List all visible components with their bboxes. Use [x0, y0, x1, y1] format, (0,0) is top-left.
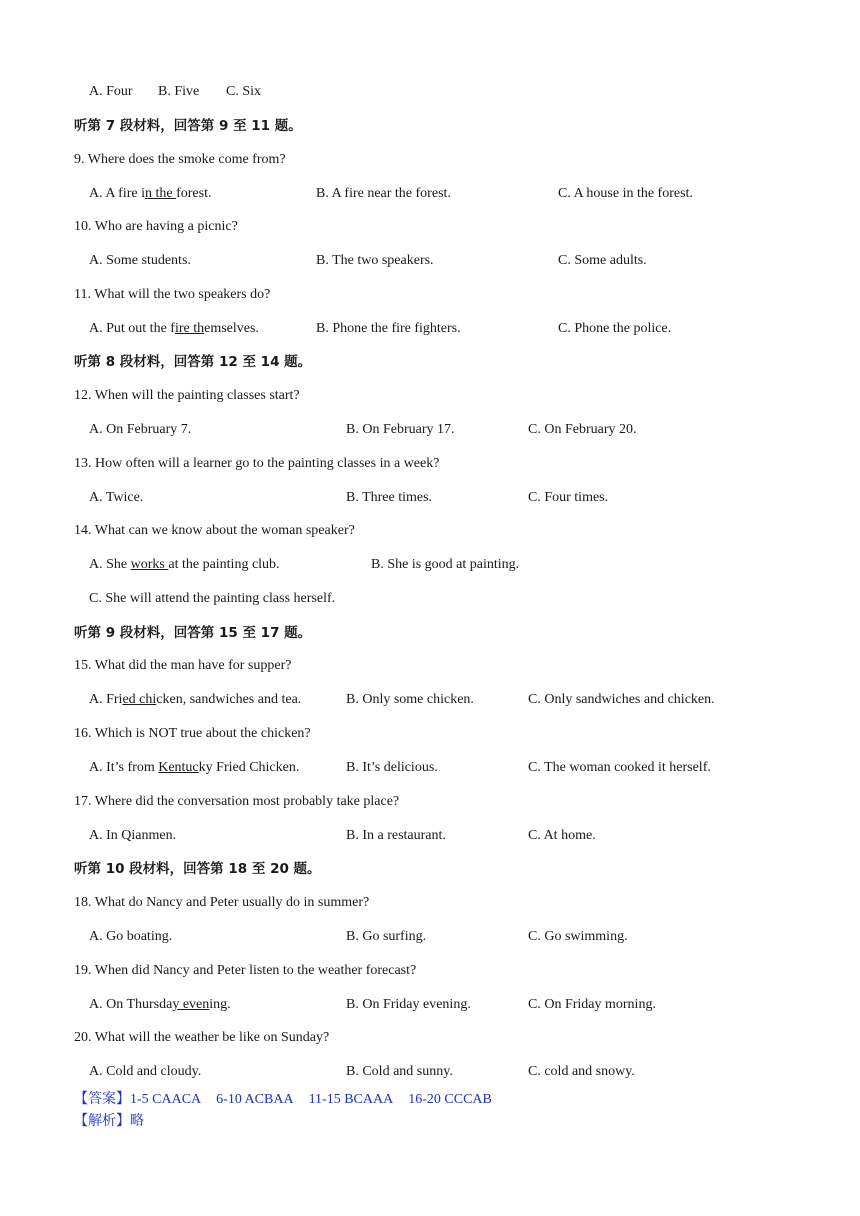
- q20-option-b: B. Cold and sunny.: [346, 1064, 453, 1079]
- section-heading-7: 听第 7 段材料，回答第 9 至 11 题。: [74, 118, 302, 134]
- q9-option-b: B. A fire near the forest.: [316, 186, 451, 201]
- q11-option-b: B. Phone the fire fighters.: [316, 321, 461, 336]
- question-20: 20. What will the weather be like on Sunday?: [74, 1030, 330, 1045]
- question-16: 16. Which is NOT true about the chicken?: [74, 726, 311, 741]
- q20-option-c: C. cold and snowy.: [528, 1064, 635, 1079]
- q19-option-a: A. On Thursday evening.: [89, 997, 231, 1012]
- q15-option-c: C. Only sandwiches and chicken.: [528, 692, 715, 707]
- q13-option-c: C. Four times.: [528, 490, 609, 505]
- q19-option-c: C. On Friday morning.: [528, 997, 656, 1012]
- q17-option-c: C. At home.: [528, 828, 596, 843]
- analysis-text: 略: [130, 1114, 144, 1129]
- q18-option-b: B. Go surfing.: [346, 929, 427, 944]
- q10-option-c: C. Some adults.: [558, 253, 647, 268]
- q18-option-c: C. Go swimming.: [528, 929, 628, 944]
- question-19: 19. When did Nancy and Peter listen to the weather forecast?: [74, 963, 417, 978]
- q12-option-c: C. On February 20.: [528, 422, 637, 437]
- question-13: 13. How often will a learner go to the painting classes in a week?: [74, 456, 440, 471]
- q16-option-b: B. It’s delicious.: [346, 760, 438, 775]
- answer-label: 【答案】: [74, 1092, 130, 1107]
- q11-option-c: C. Phone the police.: [558, 321, 672, 336]
- question-17: 17. Where did the conversation most probably take place?: [74, 794, 400, 809]
- question-14: 14. What can we know about the woman speaker?: [74, 523, 355, 538]
- analysis-label: 【解析】: [74, 1114, 130, 1129]
- question-18: 18. What do Nancy and Peter usually do in summer?: [74, 895, 370, 910]
- q19-option-b: B. On Friday evening.: [346, 997, 471, 1012]
- section-heading-10: 听第 10 段材料，回答第 18 至 20 题。: [74, 861, 321, 877]
- q15-option-a: A. Fried chicken, sandwiches and tea.: [89, 692, 302, 707]
- q8-option-a: A. Four: [89, 84, 133, 99]
- q10-option-a: A. Some students.: [89, 253, 191, 268]
- section-heading-9: 听第 9 段材料，回答第 15 至 17 题。: [74, 625, 312, 641]
- answer-part-1: 1-5 CAACA: [130, 1092, 202, 1107]
- question-11: 11. What will the two speakers do?: [74, 287, 271, 302]
- q8-option-b: B. Five: [158, 84, 200, 99]
- q13-option-a: A. Twice.: [89, 490, 144, 505]
- question-9: 9. Where does the smoke come from?: [74, 152, 286, 167]
- q9-option-c: C. A house in the forest.: [558, 186, 693, 201]
- question-10: 10. Who are having a picnic?: [74, 219, 238, 234]
- q15-option-b: B. Only some chicken.: [346, 692, 474, 707]
- q8-option-c: C. Six: [226, 84, 262, 99]
- q9-option-a: A. A fire in the forest.: [89, 186, 212, 201]
- q12-option-b: B. On February 17.: [346, 422, 455, 437]
- question-15: 15. What did the man have for supper?: [74, 658, 292, 673]
- q13-option-b: B. Three times.: [346, 490, 433, 505]
- q14-option-b: B. She is good at painting.: [371, 557, 520, 572]
- q11-option-a: A. Put out the fire themselves.: [89, 321, 259, 336]
- answer-part-4: 16-20 CCCAB: [408, 1092, 492, 1107]
- q18-option-a: A. Go boating.: [89, 929, 173, 944]
- q14-option-c: C. She will attend the painting class herself.: [89, 591, 336, 606]
- analysis: [74, 1113, 144, 1131]
- q20-option-a: A. Cold and cloudy.: [89, 1064, 202, 1079]
- q17-option-b: B. In a restaurant.: [346, 828, 446, 843]
- section-heading-8: 听第 8 段材料，回答第 12 至 14 题。: [74, 354, 312, 370]
- q12-option-a: A. On February 7.: [89, 422, 192, 437]
- q14-option-a: A. She works at the painting club.: [89, 557, 280, 572]
- q16-option-a: A. It’s from Kentucky Fried Chicken.: [89, 760, 300, 775]
- question-12: 12. When will the painting classes start?: [74, 388, 300, 403]
- answer-key: [74, 1091, 492, 1109]
- q16-option-c: C. The woman cooked it herself.: [528, 760, 711, 775]
- q10-option-b: B. The two speakers.: [316, 253, 434, 268]
- answer-part-3: 11-15 BCAAA: [308, 1092, 394, 1107]
- answer-part-2: 6-10 ACBAA: [216, 1092, 294, 1107]
- q17-option-a: A. In Qianmen.: [89, 828, 177, 843]
